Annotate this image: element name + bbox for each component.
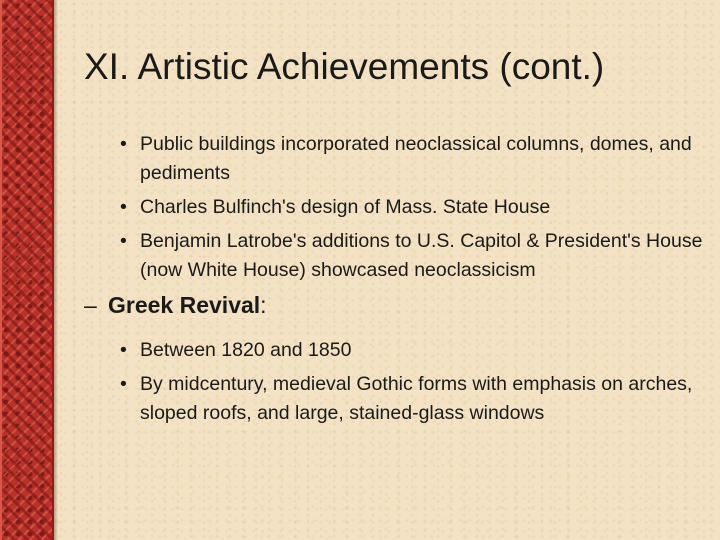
list-item: [84, 227, 709, 285]
bullet-list-a: [84, 130, 709, 285]
list-item: [84, 370, 709, 428]
subheading-greek-revival: [84, 290, 709, 320]
slide-title: XI. Artistic Achievements (cont.): [84, 46, 605, 87]
list-item-text: Public buildings incorporated neoclassical columns, domes, and pediments: [140, 133, 692, 184]
list-item: [84, 193, 709, 222]
list-item-text: By midcentury, medieval Gothic forms with emphasis on arches, sloped roofs, and large, stained-glass windows: [140, 373, 693, 424]
slide-content: [84, 130, 709, 433]
bullet-list-b: [84, 336, 709, 428]
bullet-icon: •: [120, 196, 127, 218]
list-item-text: Between 1820 and 1850: [140, 339, 352, 361]
list-item-text: Charles Bulfinch's design of Mass. State House: [140, 196, 551, 218]
list-item: [84, 130, 709, 188]
subheading-label: Greek Revival: [108, 292, 261, 318]
decorative-side-border: [0, 0, 54, 540]
dash-icon: –: [84, 292, 97, 318]
bullet-icon: •: [120, 339, 127, 361]
list-item: [84, 336, 709, 365]
bullet-icon: •: [120, 373, 127, 395]
subheading-suffix: :: [260, 292, 267, 318]
bullet-icon: •: [120, 230, 127, 252]
list-item-text: Benjamin Latrobe's additions to U.S. Capitol & President's House (now White House) showcased neoclassicism: [140, 230, 703, 281]
bullet-icon: •: [120, 133, 127, 155]
